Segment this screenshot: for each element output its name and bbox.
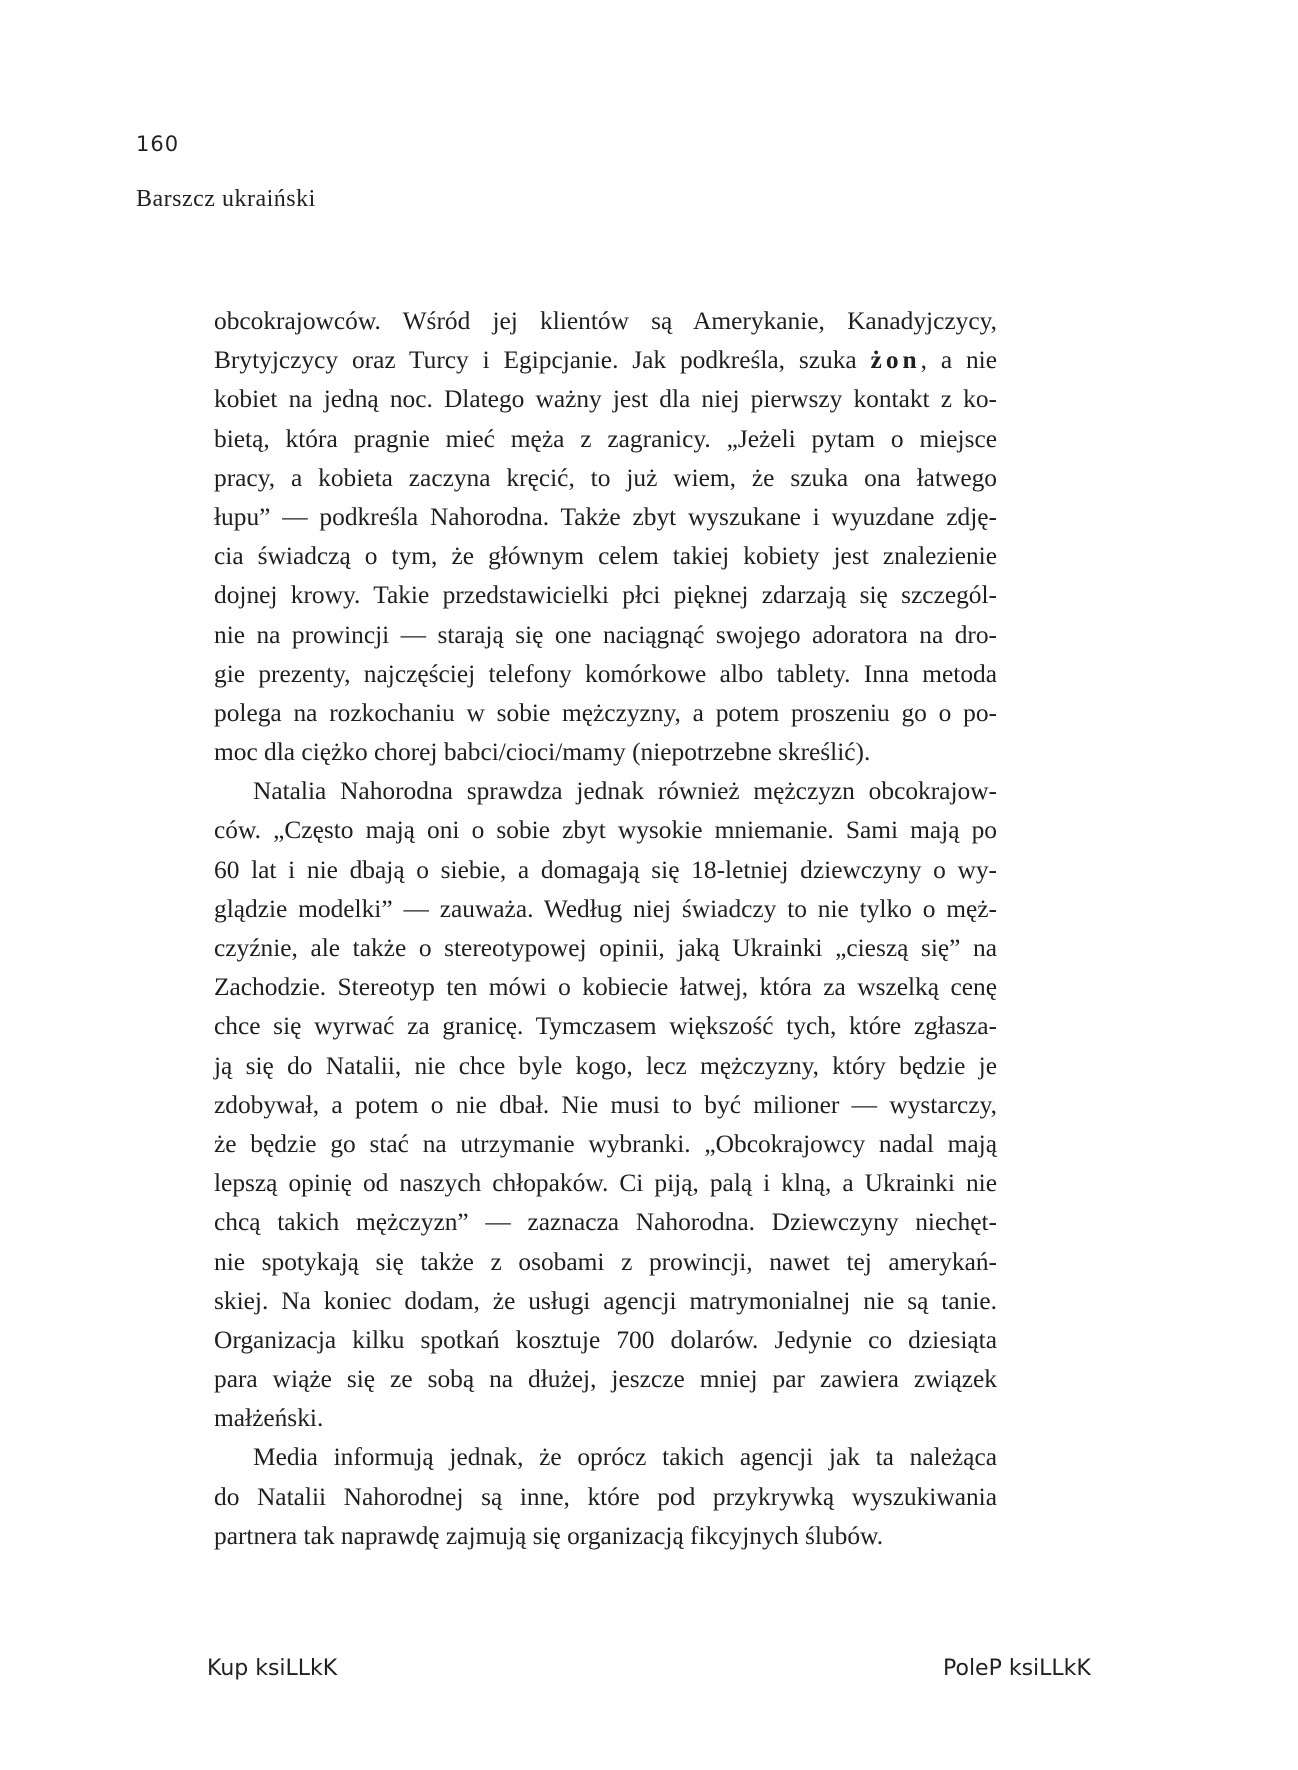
buy-book-link[interactable]: Kup ksiLLkK [207, 1656, 338, 1681]
paragraph [214, 302, 997, 772]
text-line: nie na prowincji — starają się one naciągnąć swojego adoratora na dro- [214, 620, 997, 649]
text-line: łupu” — podkreśla Nahorodna. Także zbyt wyszukane i wyuzdane zdję- [214, 502, 997, 531]
text-line: Zachodzie. Stereotyp ten mówi o kobiecie łatwej, która za wszelką cenę [214, 973, 997, 1002]
text-line: Brytyjczycy oraz Turcy i Egipcjanie. Jak podkreśla, szuka żon, a nie [214, 346, 997, 375]
body-text [214, 302, 997, 1556]
text-line: czyźnie, ale także o stereotypowej opinii, jaką Ukrainki „cieszą się” na [214, 934, 997, 962]
text-line: dojnej krowy. Takie przedstawicielki płci pięknej zdarzają się szczegól- [214, 581, 997, 610]
text-line: chcą takich mężczyzn” — zaznacza Nahorodna. Dziewczyny niechęt- [214, 1208, 997, 1237]
text-line: ców. „Często mają oni o sobie zbyt wysokie mniemanie. Sami mają po [214, 816, 997, 845]
text-line: moc dla ciężko chorej babci/cioci/mamy (niepotrzebne skreślić). [214, 738, 871, 767]
running-head: Barszcz ukraiński [136, 186, 316, 212]
text-line: polega na rozkochaniu w sobie mężczyzny, a potem proszeniu go o po- [214, 698, 997, 727]
text-line: cia świadczą o tym, że głównym celem takiej kobiety jest znalezienie [214, 542, 997, 571]
paragraph [214, 772, 997, 1438]
text-line: małżeński. [214, 1404, 324, 1433]
text-line: chce się wyrwać za granicę. Tymczasem większość tych, które zgłasza- [214, 1012, 997, 1041]
text-line: kobiet na jedną noc. Dlatego ważny jest dla niej pierwszy kontakt z ko- [214, 385, 997, 414]
text-line: bietą, która pragnie mieć męża z zagranicy. „Jeżeli pytam o miejsce [214, 424, 997, 453]
text-line: że będzie go stać na utrzymanie wybranki. „Obcokrajowcy nadal mają [214, 1129, 997, 1158]
text-line: pracy, a kobieta zaczyna kręcić, to już wiem, że szuka ona łatwego [214, 463, 997, 492]
text-line: partnera tak naprawdę zajmują się organizacją fikcyjnych ślubów. [214, 1521, 884, 1550]
text-line: Media informują jednak, że oprócz takich agencji jak ta należąca [253, 1443, 997, 1472]
emphasized-word: żon [870, 346, 921, 375]
text-line: nie spotykają się także z osobami z prowincji, nawet tej amerykań- [214, 1247, 997, 1276]
text-line: obcokrajowców. Wśród jej klientów są Amerykanie, Kanadyjczycy, [214, 307, 997, 335]
page-number: 160 [136, 132, 180, 156]
text-line: ją się do Natalii, nie chce byle kogo, lecz mężczyzny, który będzie je [214, 1051, 997, 1080]
text-line: Natalia Nahorodna sprawdza jednak również mężczyzn obcokrajow- [253, 777, 997, 806]
text-line: gie prezenty, najczęściej telefony komórkowe albo tablety. Inna metoda [214, 659, 997, 688]
text-line: 60 lat i nie dbają o siebie, a domagają się 18-letniej dziewczyny o wy- [214, 855, 997, 884]
text-line: para wiąże się ze sobą na dłużej, jeszcze mniej par zawiera związek [214, 1365, 997, 1394]
text-line: lepszą opinię od naszych chłopaków. Ci piją, palą i klną, a Ukrainki nie [214, 1169, 997, 1198]
paragraph [214, 1438, 997, 1556]
text-line: Organizacja kilku spotkań kosztuje 700 dolarów. Jedynie co dziesiąta [214, 1325, 997, 1354]
text-line: do Natalii Nahorodnej są inne, które pod przykrywką wyszukiwania [214, 1482, 997, 1511]
text-line: zdobywał, a potem o nie dbał. Nie musi to być milioner — wystarczy, [214, 1090, 997, 1119]
text-line: glądzie modelki” — zauważa. Według niej świadczy to nie tylko o męż- [214, 894, 997, 923]
text-line: skiej. Na koniec dodam, że usługi agencji matrymonialnej nie są tanie. [214, 1286, 997, 1315]
recommend-book-link[interactable]: PoleP ksiLLkK [943, 1656, 1091, 1681]
